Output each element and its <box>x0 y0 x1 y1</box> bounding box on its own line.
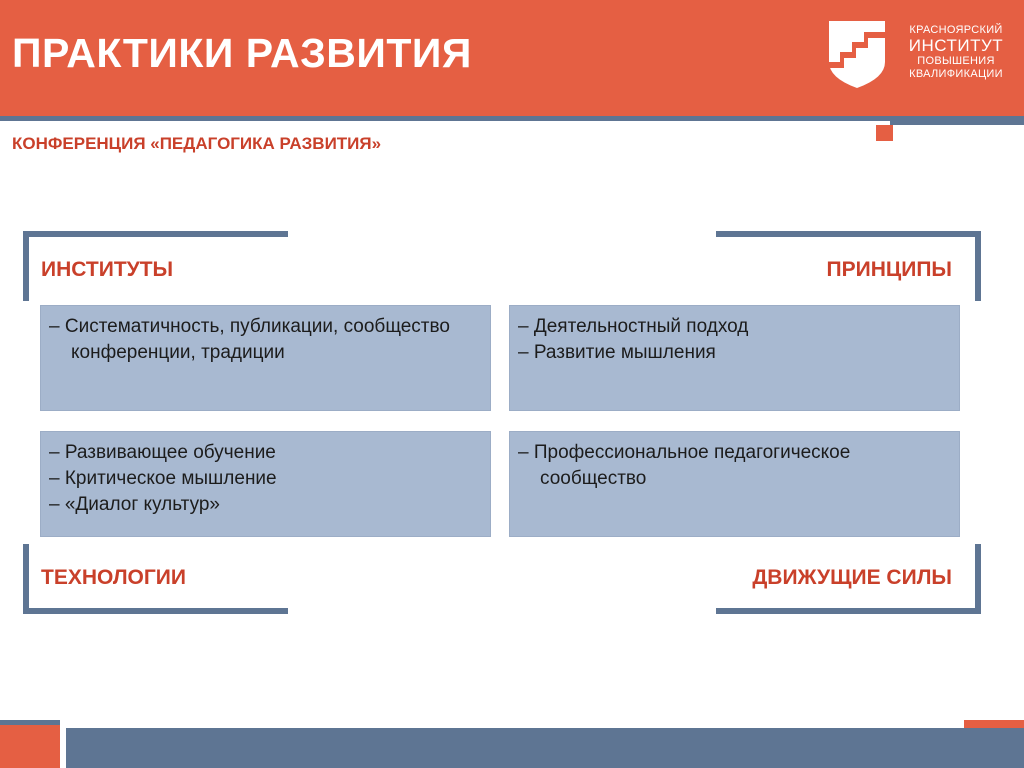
list-item: – Критическое мышление <box>49 466 480 492</box>
list-item: – «Диалог культур» <box>49 492 480 518</box>
footer-accent-square <box>0 725 60 768</box>
institute-logo-icon <box>826 18 888 90</box>
subtitle: КОНФЕРЕНЦИЯ «ПЕДАГОГИКА РАЗВИТИЯ» <box>12 134 382 153</box>
box-driving-forces <box>509 431 960 537</box>
label-technologies: ТЕХНОЛОГИИ <box>41 566 186 589</box>
label-principles: ПРИНЦИПЫ <box>826 258 952 281</box>
box-technologies <box>40 431 491 537</box>
list-item: – Развитие мышления <box>518 340 949 366</box>
label-driving-forces: ДВИЖУЩИЕ СИЛЫ <box>752 566 952 589</box>
logo-line-2: ИНСТИТУТ <box>908 36 1004 55</box>
header-divider <box>0 116 890 121</box>
box-principles <box>509 305 960 411</box>
list-item: – Профессиональное педагогическое сообщество <box>518 440 949 492</box>
list-item: – Систематичность, публикации, сообщество конференции, традиции <box>49 314 480 366</box>
list-item: – Деятельностный подход <box>518 314 949 340</box>
footer-bar <box>66 728 1024 768</box>
logo-line-3: ПОВЫШЕНИЯ <box>917 55 995 67</box>
institute-name <box>900 24 1012 81</box>
logo-line-4: КВАЛИФИКАЦИИ <box>909 68 1003 80</box>
box-institutes <box>40 305 491 411</box>
list-item: – Развивающее обучение <box>49 440 480 466</box>
header-bar <box>0 0 1024 116</box>
accent-square <box>876 125 893 141</box>
footer-accent-line <box>964 720 1024 728</box>
label-institutes: ИНСТИТУТЫ <box>41 258 174 281</box>
logo-line-1: КРАСНОЯРСКИЙ <box>909 24 1003 36</box>
header-divider-right <box>890 116 1024 125</box>
page-title: ПРАКТИКИ РАЗВИТИЯ <box>12 30 472 76</box>
